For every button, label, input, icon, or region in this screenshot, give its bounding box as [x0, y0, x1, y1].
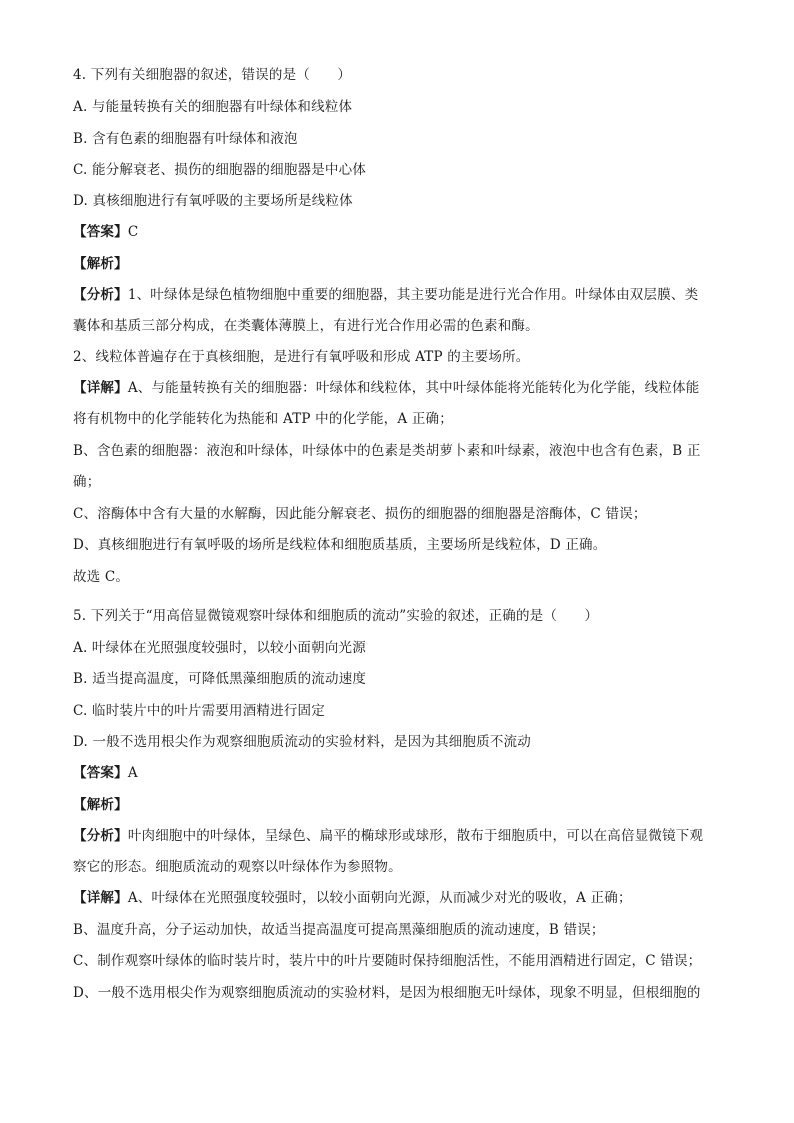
q4-option-a: A. 与能量转换有关的细胞器有叶绿体和线粒体 — [73, 99, 353, 115]
q5-option-a: A. 叶绿体在光照强度较强时，以较小面朝向光源 — [73, 640, 366, 656]
q5-option-c: C. 临时装片中的叶片需要用酒精进行固定 — [73, 703, 325, 719]
q4-xiangjie-line-6: D、真核细胞进行有氧呼吸的场所是线粒体和细胞质基质，主要场所是线粒体，D 正确。 — [73, 537, 607, 553]
q5-answer: A — [127, 765, 138, 781]
q5-xiangjie-line-3: C、制作观察叶绿体的临时装片时，装片中的叶片要随时保持细胞活性，不能用酒精进行固定，C 错误； — [73, 953, 702, 969]
q4-option-c: C. 能分解衰老、损伤的细胞器的细胞器是中心体 — [73, 162, 367, 178]
q4-fenxi-line-1 — [73, 285, 723, 305]
q5-xiangjie-line-1 — [73, 888, 723, 908]
q5-fenxi-tag: 【分析】 — [73, 828, 128, 844]
q5-stem: 5. 下列关于“用高倍显微镜观察叶绿体和细胞质的流动”实验的叙述，正确的是（ ） — [73, 608, 599, 624]
q5-option-b: B. 适当提高温度，可降低黑藻细胞质的流动速度 — [73, 671, 367, 687]
q5-option-d: D. 一般不选用根尖作为观察细胞质流动的实验材料，是因为其细胞质不流动 — [73, 734, 531, 750]
q4-xiangjie-line-2: 将有机物中的化学能转化为热能和 ATP 中的化学能，A 正确； — [73, 411, 453, 427]
q4-fenxi-text-1: 1、叶绿体是绿色植物细胞中重要的细胞器，其主要功能是进行光合作用。叶绿体由双层膜、类 — [127, 287, 699, 303]
q5-xiangjie-line-2: B、温度升高，分子运动加快，故适当提高温度可提高黑藻细胞质的流动速度，B 错误； — [73, 922, 605, 938]
q4-answer-tag: 【答案】 — [73, 224, 128, 240]
q4-fenxi-tag: 【分析】 — [73, 287, 128, 303]
q4-answer-line — [73, 222, 723, 242]
q5-xiangjie-tag: 【详解】 — [73, 890, 128, 906]
q4-fenxi-line-2: 囊体和基质三部分构成，在类囊体薄膜上，有进行光合作用必需的色素和酶。 — [73, 318, 539, 334]
q4-fenxi-line-3: 2、线粒体普遍存在于真核细胞，是进行有氧呼吸和形成 ATP 的主要场所。 — [73, 349, 530, 365]
q5-xiangjie-text-1: A、叶绿体在光照强度较强时，以较小面朝向光源，从而减少对光的吸收，A 正确； — [127, 890, 632, 906]
q5-answer-line — [73, 763, 723, 783]
q4-conclusion: 故选 C。 — [73, 569, 130, 585]
q4-option-d: D. 真核细胞进行有氧呼吸的主要场所是线粒体 — [73, 193, 353, 209]
q4-stem: 4. 下列有关细胞器的叙述，错误的是（ ） — [73, 67, 352, 83]
q5-analysis-tag: 【解析】 — [73, 797, 128, 813]
q4-xiangjie-line-4: 确； — [73, 474, 101, 490]
q4-xiangjie-tag: 【详解】 — [73, 380, 128, 396]
q5-fenxi-line-1 — [73, 826, 723, 846]
q5-fenxi-text-1: 叶肉细胞中的叶绿体，呈绿色、扁平的椭球形或球形，散布于细胞质中，可以在高倍显微镜下观 — [127, 828, 704, 844]
q4-option-b: B. 含有色素的细胞器有叶绿体和液泡 — [73, 131, 298, 147]
q5-xiangjie-line-4: D、一般不选用根尖作为观察细胞质流动的实验材料，是因为根细胞无叶绿体，现象不明显，但根细胞的 — [73, 985, 701, 1001]
q4-answer: C — [127, 224, 139, 240]
q4-xiangjie-line-3: B、含色素的细胞器：液泡和叶绿体，叶绿体中的色素是类胡萝卜素和叶绿素，液泡中也含有色素，B 正 — [73, 443, 701, 459]
q4-xiangjie-line-5: C、溶酶体中含有大量的水解酶，因此能分解衰老、损伤的细胞器的细胞器是溶酶体，C 错误； — [73, 506, 647, 522]
q4-xiangjie-text-1: A、与能量转换有关的细胞器：叶绿体和线粒体，其中叶绿体能将光能转化为化学能，线粒体能 — [127, 380, 700, 396]
q5-answer-tag: 【答案】 — [73, 765, 128, 781]
q4-analysis-tag: 【解析】 — [73, 256, 128, 272]
q4-xiangjie-line-1 — [73, 378, 723, 398]
q5-fenxi-line-2: 察它的形态。细胞质流动的观察以叶绿体作为参照物。 — [73, 859, 402, 875]
